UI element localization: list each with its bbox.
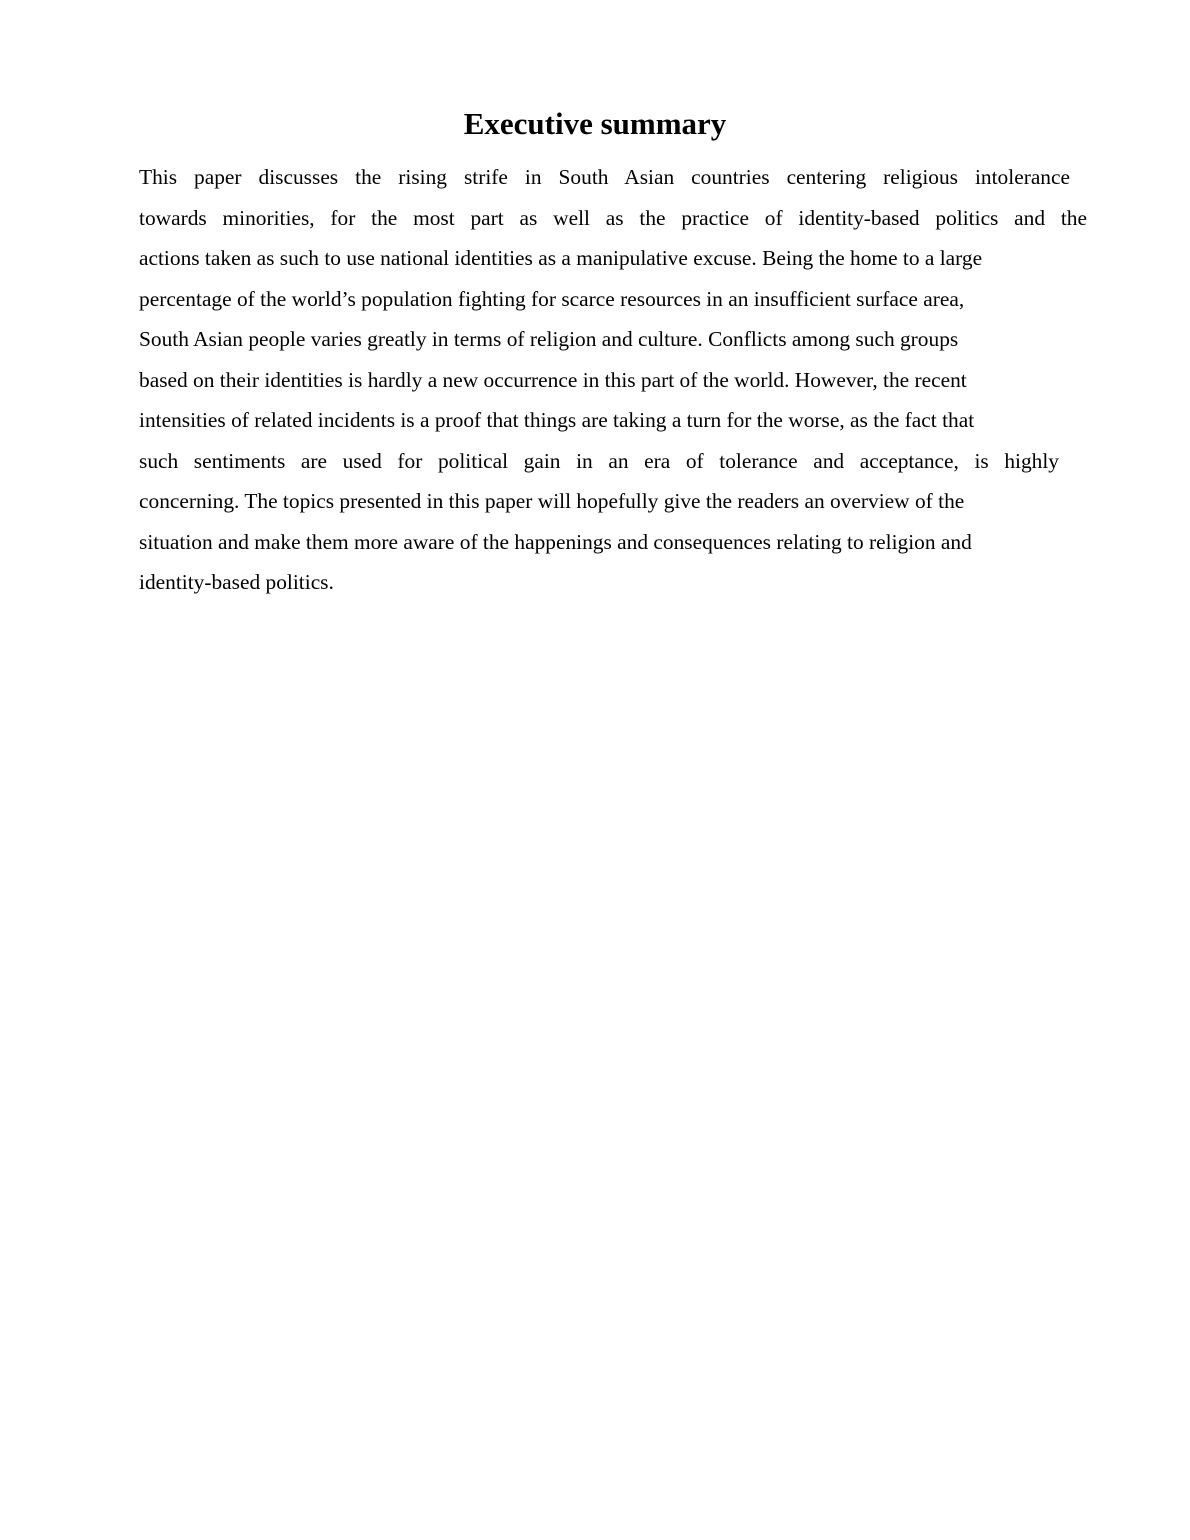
paragraph-line: based on their identities is hardly a new occurrence in this part of the world. However, the recent [139, 367, 967, 392]
paragraph-line: situation and make them more aware of the happenings and consequences relating to religion and [139, 529, 972, 554]
paragraph-line: actions taken as such to use national identities as a manipulative excuse. Being the home to a large [139, 246, 983, 270]
paragraph-line: This paper discusses the rising strife in South Asian countries centering religious intolerance [139, 165, 1070, 189]
executive-summary-paragraph [139, 157, 1089, 603]
paragraph-line: South Asian people varies greatly in terms of religion and culture. Conflicts among such groups [139, 327, 959, 351]
paragraph-line: such sentiments are used for political gain in an era of tolerance and acceptance, is highly [139, 448, 1059, 473]
paragraph-line: towards minorities, for the most part as well as the practice of identity-based politics and the [139, 205, 1087, 230]
paragraph-line: identity-based politics. [139, 570, 334, 594]
paragraph-line: percentage of the world’s population fighting for scarce resources in an insufficient surface area, [139, 286, 965, 311]
paragraph-line: intensities of related incidents is a proof that things are taking a turn for the worse, as the fact that [139, 408, 975, 432]
page-title: Executive summary [463, 106, 727, 141]
paragraph-line: concerning. The topics presented in this paper will hopefully give the readers an overview of the [139, 489, 965, 513]
